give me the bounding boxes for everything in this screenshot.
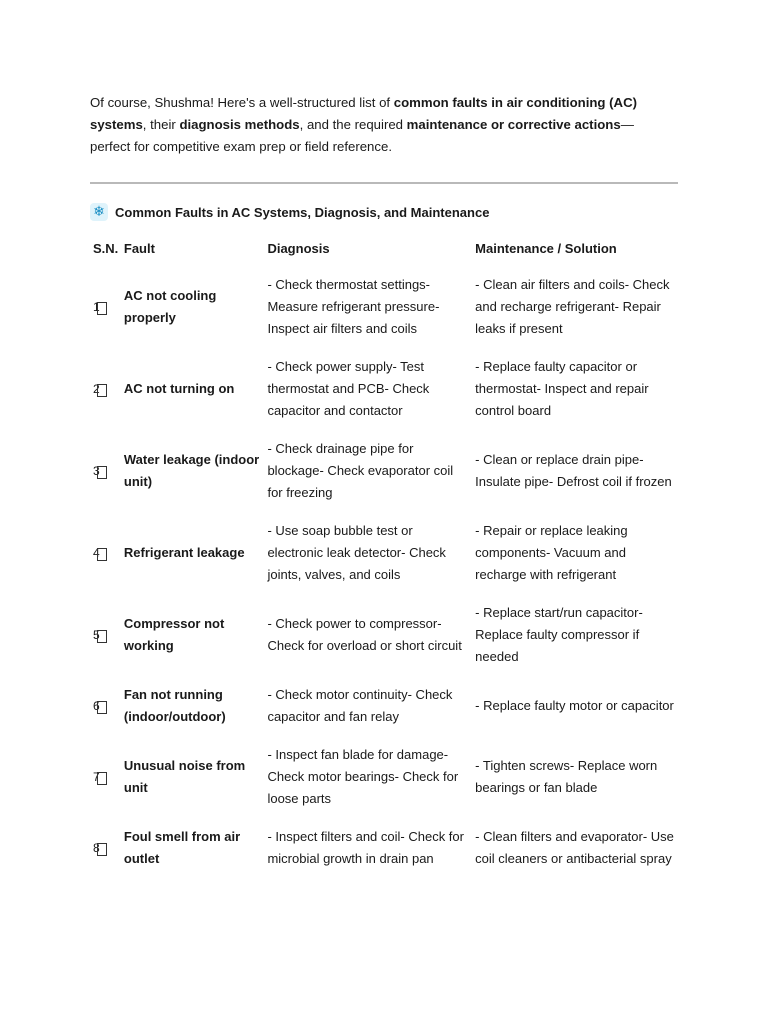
fault-cell: AC not turning on xyxy=(123,381,235,396)
diagnosis-cell: - Inspect fan blade for damage- Check motor bearings- Check for loose parts xyxy=(267,747,459,806)
maintenance-cell: - Tighten screws- Replace worn bearings or fan blade xyxy=(475,758,658,795)
row-number-cell xyxy=(90,676,121,736)
maintenance-cell: - Clean filters and evaporator- Use coil cleaners or antibacterial spray xyxy=(475,829,674,866)
horizontal-divider xyxy=(90,182,678,184)
header-maintenance: Maintenance / Solution xyxy=(475,241,617,256)
row-number: 5 xyxy=(93,627,100,642)
intro-paragraph xyxy=(90,92,670,158)
diagnosis-cell: - Check thermostat settings- Measure refrigerant pressure- Inspect air filters and coils xyxy=(267,277,440,336)
row-number: 8 xyxy=(93,840,100,855)
table-row xyxy=(90,430,680,512)
row-number: 6 xyxy=(93,698,100,713)
table-row xyxy=(90,348,680,430)
keycap-number-icon xyxy=(93,383,107,397)
intro-text-1: Of course, Shushma! Here's a well-structured list of xyxy=(90,95,394,110)
keycap-box xyxy=(97,466,107,479)
row-number-cell xyxy=(90,736,121,818)
row-number-cell xyxy=(90,430,121,512)
keycap-box xyxy=(97,843,107,856)
row-number: 3 xyxy=(93,463,100,478)
intro-bold-3: maintenance or corrective actions xyxy=(406,117,621,132)
maintenance-cell: - Replace faulty capacitor or thermostat- Inspect and repair control board xyxy=(475,359,649,418)
keycap-number-icon xyxy=(93,700,107,714)
table-row xyxy=(90,676,680,736)
header-fault: Fault xyxy=(123,241,155,256)
row-number: 4 xyxy=(93,545,100,560)
keycap-box xyxy=(97,630,107,643)
diagnosis-cell: - Check power supply- Test thermostat and PCB- Check capacitor and contactor xyxy=(267,359,430,418)
keycap-box xyxy=(97,701,107,714)
fault-cell: Refrigerant leakage xyxy=(123,545,245,560)
intro-text-3: , and the required xyxy=(299,117,407,132)
snowflake-icon: ❄ xyxy=(90,203,108,221)
maintenance-cell: - Replace start/run capacitor- Replace faulty compressor if needed xyxy=(475,605,643,664)
fault-cell: Water leakage (indoor unit) xyxy=(123,452,260,489)
header-sn: S.N. xyxy=(93,241,119,256)
fault-cell: Foul smell from air outlet xyxy=(123,829,241,866)
keycap-number-icon xyxy=(93,629,107,643)
row-number: 7 xyxy=(93,769,100,784)
intro-bold-2: diagnosis methods xyxy=(179,117,300,132)
row-number-cell xyxy=(90,818,121,878)
diagnosis-cell: - Check motor continuity- Check capacitor and fan relay xyxy=(267,687,453,724)
maintenance-cell: - Repair or replace leaking components- Vacuum and recharge with refrigerant xyxy=(475,523,628,582)
intro-text-4: — perfect for competitive exam prep or field reference. xyxy=(90,117,634,154)
keycap-box xyxy=(97,302,107,315)
table-row xyxy=(90,818,680,878)
keycap-box xyxy=(97,772,107,785)
keycap-number-icon xyxy=(93,465,107,479)
maintenance-cell: - Clean or replace drain pipe- Insulate pipe- Defrost coil if frozen xyxy=(475,452,672,489)
header-diagnosis: Diagnosis xyxy=(267,241,330,256)
fault-cell: Compressor not working xyxy=(123,616,225,653)
table-row xyxy=(90,594,680,676)
intro-bold-1: common faults in air conditioning (AC) systems xyxy=(90,95,637,132)
keycap-number-icon xyxy=(93,301,107,315)
keycap-number-icon xyxy=(93,547,107,561)
row-number-cell xyxy=(90,512,121,594)
keycap-box xyxy=(97,548,107,561)
fault-cell: Unusual noise from unit xyxy=(123,758,246,795)
fault-cell: Fan not running (indoor/outdoor) xyxy=(123,687,226,724)
row-number-cell xyxy=(90,348,121,430)
diagnosis-cell: - Check power to compressor- Check for overload or short circuit xyxy=(267,616,462,653)
intro-text-2: , their xyxy=(142,117,180,132)
faults-table xyxy=(90,232,680,878)
fault-cell: AC not cooling properly xyxy=(123,288,217,325)
diagnosis-cell: - Inspect filters and coil- Check for microbial growth in drain pan xyxy=(267,829,464,866)
section-title-text: Common Faults in AC Systems, Diagnosis, and Maintenance xyxy=(115,204,490,220)
row-number-cell xyxy=(90,594,121,676)
maintenance-cell: - Replace faulty motor or capacitor xyxy=(475,698,674,713)
row-number-cell xyxy=(90,266,121,348)
table-body xyxy=(90,266,680,878)
table-row xyxy=(90,266,680,348)
row-number: 1 xyxy=(93,299,100,314)
diagnosis-cell: - Check drainage pipe for blockage- Check evaporator coil for freezing xyxy=(267,441,454,500)
table-row xyxy=(90,512,680,594)
keycap-box xyxy=(97,384,107,397)
keycap-number-icon xyxy=(93,842,107,856)
diagnosis-cell: - Use soap bubble test or electronic leak detector- Check joints, valves, and coils xyxy=(267,523,446,582)
row-number: 2 xyxy=(93,381,100,396)
maintenance-cell: - Clean air filters and coils- Check and recharge refrigerant- Repair leaks if present xyxy=(475,277,670,336)
keycap-number-icon xyxy=(93,771,107,785)
table-header-row xyxy=(90,232,680,266)
table-row xyxy=(90,736,680,818)
section-heading xyxy=(90,203,489,221)
